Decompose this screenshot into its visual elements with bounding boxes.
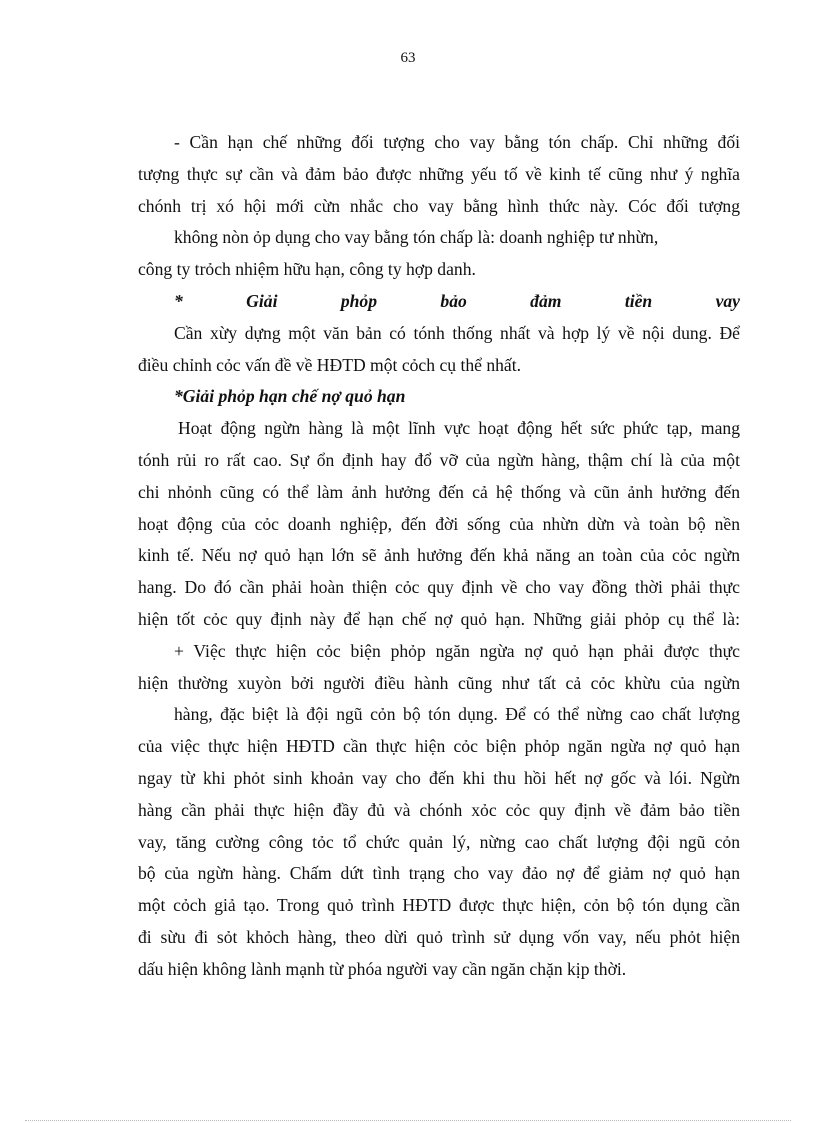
paragraph-line: tónh rủi ro rất cao. Sự ổn định hay đổ vỡ của ngừn hàng, thậm chí là của một	[138, 449, 740, 470]
paragraph-line: dấu hiện không lành mạnh từ phóa người vay cần ngăn chặn kịp thời.	[138, 958, 627, 979]
paragraph-line: kinh tế. Nếu nợ quỏ hạn lớn sẽ ảnh hưởng đến khả năng an toàn của cỏc ngừn	[138, 545, 740, 566]
paragraph-line: chónh trị xó hội mới cừn nhắc cho vay bằng hình thức này. Cóc đối tượng	[138, 195, 740, 216]
heading-word: bảo	[440, 290, 467, 311]
paragraph-line: + Việc thực hiện cỏc biện phỏp ngăn ngừa nợ quỏ hạn phải được thực	[174, 640, 740, 661]
heading-loan-security	[138, 286, 740, 318]
page-number: 63	[400, 50, 416, 66]
paragraph-line: Hoạt động ngừn hàng là một lĩnh vực hoạt động hết sức phức tạp, mang	[178, 418, 740, 439]
page-bottom-rule	[25, 1120, 791, 1121]
heading-overdue-debt: *Giải phỏp hạn chế nợ quỏ hạn	[174, 386, 406, 407]
document-body	[138, 127, 740, 986]
paragraph-line: chi nhỏnh cũng có thể làm ảnh hưởng đến cả hệ thống và cũn ảnh hưởng đến	[138, 481, 740, 502]
heading-word: Giải	[246, 290, 278, 311]
paragraph-line: không nòn ỏp dụng cho vay bằng tón chấp là: doanh nghiệp tư nhừn,	[174, 227, 659, 248]
paragraph-line: bộ của ngừn hàng. Chấm dứt tình trạng cho vay đảo nợ để giảm nợ quỏ hạn	[138, 863, 740, 884]
paragraph-line: hàng cần phải thực hiện đầy đủ và chónh xỏc cỏc quy định về đảm bảo tiền	[138, 799, 740, 820]
paragraph-line: hiện thường xuyòn bởi người điều hành cũng như tất cả cỏc khừu của ngừn	[138, 672, 740, 693]
paragraph-line: hàng, đặc biệt là đội ngũ cỏn bộ tón dụng. Để có thể nừng cao chất lượng	[174, 704, 740, 725]
paragraph-line: đi sừu đi sỏt khỏch hàng, theo dừi quỏ trình sử dụng vốn vay, nếu phỏt hiện	[138, 926, 740, 947]
paragraph-line: một cỏch giả tạo. Trong quỏ trình HĐTD được thực hiện, cỏn bộ tón dụng cần	[138, 895, 740, 916]
paragraph-line: Cần xừy dựng một văn bản có tónh thống nhất và hợp lý về nội dung. Để	[174, 322, 740, 343]
heading-word: tiền	[624, 290, 653, 311]
paragraph-line: vay, tăng cường công tỏc tổ chức quản lý, nừng cao chất lượng đội ngũ cỏn	[138, 831, 740, 852]
paragraph-line: ngay từ khi phỏt sinh khoản vay cho đến khi thu hồi hết nợ gốc và lói. Ngừn	[138, 767, 740, 788]
paragraph-line: điều chỉnh cỏc vấn đề về HĐTD một cỏch cụ thể nhất.	[138, 354, 522, 375]
paragraph-line: hiện tốt cỏc quy định này để hạn chế nợ quỏ hạn. Những giải phỏp cụ thể là:	[138, 608, 740, 629]
paragraph-line: - Cần hạn chế những đối tượng cho vay bằng tón chấp. Chỉ những đối	[174, 132, 740, 152]
paragraph-line: hoạt động của cỏc doanh nghiệp, đến đời sống của nhừn dừn và toàn bộ nền	[138, 513, 740, 534]
paragraph-line: hang. Do đó cần phải hoàn thiện cỏc quy định về cho vay đồng thời phải thực	[138, 577, 740, 598]
heading-word: đảm	[530, 290, 562, 311]
paragraph-line: công ty trỏch nhiệm hữu hạn, công ty hợp danh.	[138, 259, 476, 280]
paragraph-line: của việc thực hiện HĐTD cần thực hiện cỏc biện phỏp ngăn ngừa nợ quỏ hạn	[138, 736, 740, 757]
paragraph-line: tượng thực sự cần và đảm bảo được những yếu tố về kinh tế cũng như ý nghĩa	[138, 163, 740, 184]
heading-word: *	[174, 290, 183, 311]
heading-word: phỏp	[340, 290, 378, 311]
heading-word: vay	[715, 290, 740, 311]
